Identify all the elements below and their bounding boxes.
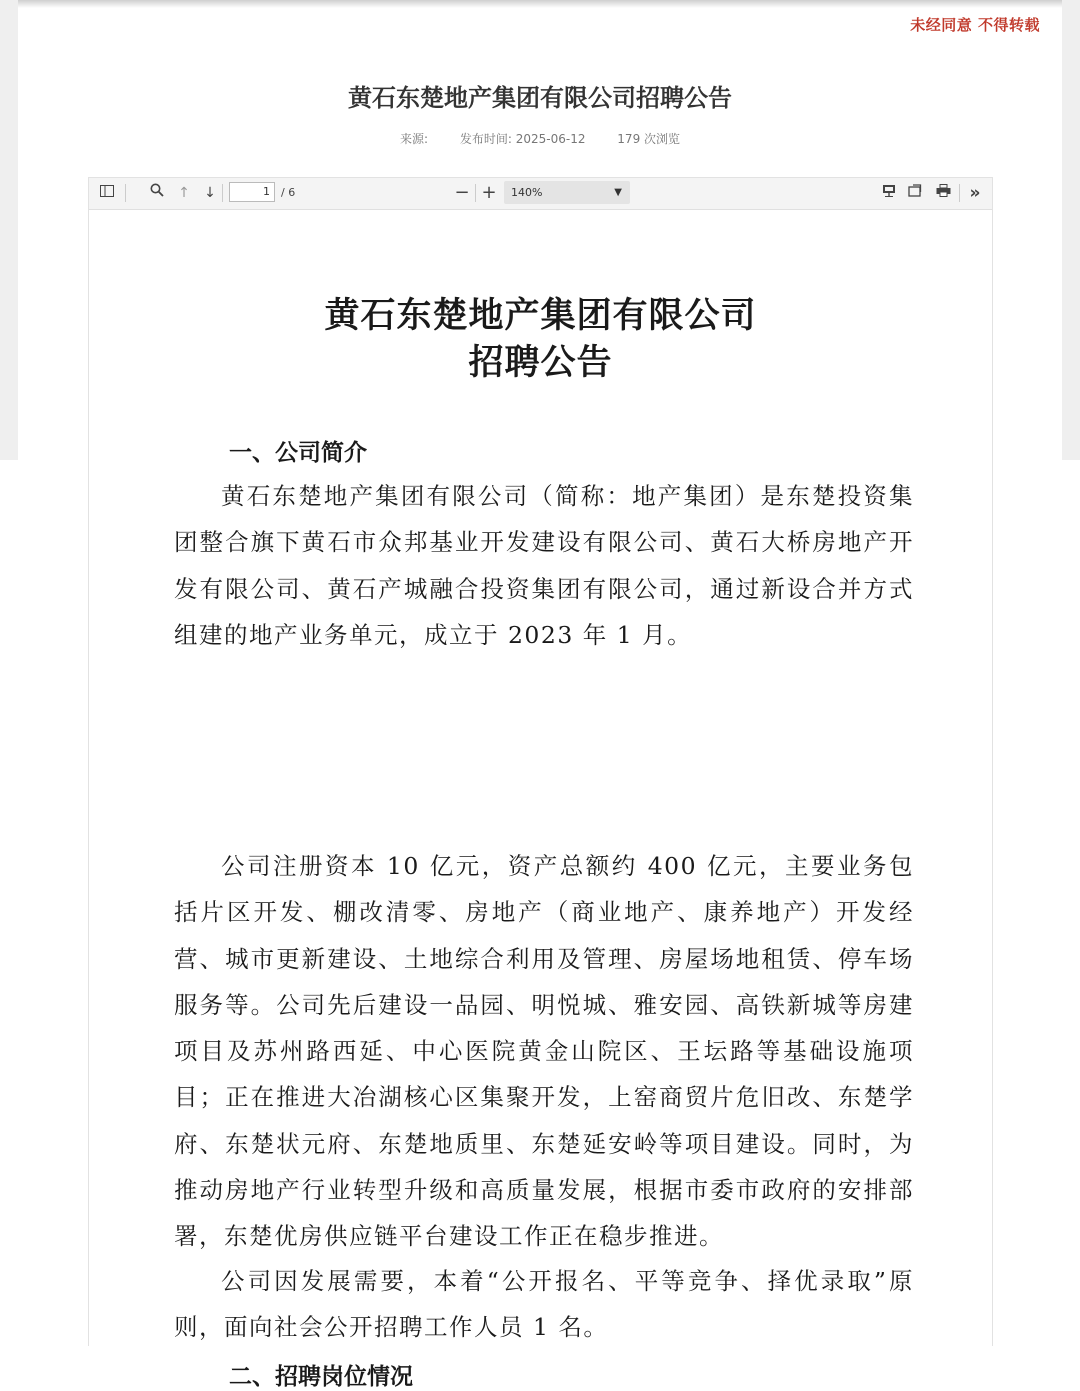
sidebar-toggle-icon[interactable] — [97, 183, 117, 203]
section-heading-positions: 二、招聘岗位情况 — [229, 1364, 413, 1390]
toolbar-divider — [475, 184, 476, 202]
chevron-down-icon: ▼ — [614, 187, 622, 198]
pdf-page — [89, 210, 992, 1390]
source-label: 来源: — [399, 132, 429, 146]
next-page-icon[interactable]: ↓ — [204, 185, 216, 201]
pdf-viewer — [88, 177, 993, 1390]
zoom-in-icon[interactable]: + — [481, 182, 497, 203]
pdf-toolbar — [89, 178, 992, 210]
section-heading-company-intro: 一、公司简介 — [229, 440, 367, 466]
article-meta — [0, 130, 1080, 147]
previous-page-icon[interactable]: ↑ — [178, 185, 190, 201]
zoom-select[interactable] — [504, 181, 630, 204]
tools-menu-icon[interactable]: » — [969, 183, 981, 203]
toolbar-divider — [222, 184, 223, 202]
open-file-icon[interactable] — [905, 183, 925, 203]
paragraph-recruitment-principle: 公司因发展需要，本着“公开报名、平等竞争、择优录取”原则，面向社会公开招聘工作人员 1 名。 — [174, 1267, 914, 1342]
page-number-input[interactable]: 1 — [229, 182, 275, 202]
toolbar-divider — [959, 184, 960, 202]
paragraph-company-business: 公司注册资本 10 亿元，资产总额约 400 亿元，主要业务包括片区开发、棚改清零、房地产（商业地产、康养地产）开发经营、城市更新建设、土地综合利用及管理、房屋场地租赁、停车场服务等。公司先后建设一品园、明悦城、雅安园、高铁新城等房建项目及苏州路西延、中心医院黄金山院区、王坛路等基础设施项目；正在推进大冶湖核心区集聚开发，上窑商贸片危旧改、东楚学府、东楚状元府、东楚地质里、东楚延安岭等项目建设。同时，为推动房地产行业转型升级和高质量发展，根据市委市政府的安排部署，东楚优房供应链平台建设工作正在稳步推进。 — [174, 852, 914, 1251]
document-title-line2: 招聘公告 — [468, 342, 613, 383]
top-shadow — [0, 0, 1080, 8]
left-margin-shade — [0, 0, 18, 460]
paragraph-company-overview: 黄石东楚地产集团有限公司（简称：地产集团）是东楚投资集团整合旗下黄石市众邦基业开发建设有限公司、黄石大桥房地产开发有限公司、黄石产城融合投资集团有限公司，通过新设合并方式组建的地产业务单元，成立于 2023 年 1 月。 — [174, 482, 914, 649]
right-margin-shade — [1062, 0, 1080, 460]
page-total: / 6 — [281, 186, 296, 199]
publish-date: 2025-06-12 — [515, 132, 586, 146]
publish-label: 发布时间: — [459, 132, 512, 146]
zoom-out-icon[interactable]: − — [454, 182, 470, 203]
toolbar-divider — [125, 184, 126, 202]
zoom-value: 140% — [511, 186, 543, 199]
search-icon[interactable] — [147, 183, 167, 203]
presentation-mode-icon[interactable] — [879, 183, 899, 203]
print-icon[interactable] — [933, 183, 953, 203]
publish-info — [460, 132, 586, 146]
page-title: 黄石东楚地产集团有限公司招聘公告 — [348, 84, 732, 112]
document-title-line1: 黄石东楚地产集团有限公司 — [324, 295, 757, 336]
copyright-notice: 未经同意 不得转载 — [910, 16, 1040, 34]
view-count: 179 次浏览 — [617, 132, 681, 146]
